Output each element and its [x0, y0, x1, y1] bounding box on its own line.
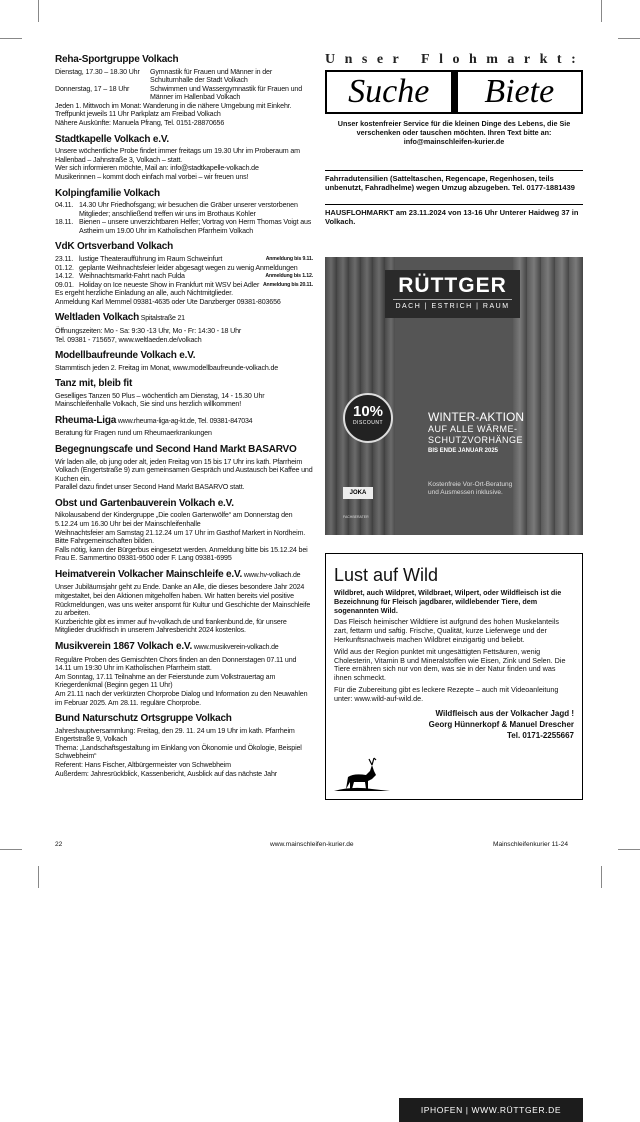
date-row: 23.11. lustige Theateraufführung im Raum Schweinfurt Anmeldung bis 9.11.	[55, 254, 313, 263]
section-text: Außerdem: Jahresrückblick, Kassenbericht, Ausblick auf das nächste Jahr	[55, 769, 277, 778]
ruttger-logo: RÜTTGER DACH | ESTRICH | RAUM	[385, 270, 520, 318]
schedule-row: Dienstag, 17.30 – 18.30 Uhr Gymnastik für Frauen und Männer in der Schulturnhalle der Stadt Volkach	[55, 67, 273, 85]
section-text: Tel. 09381 - 715657, www.weltlaeden.de/volkach	[55, 335, 202, 344]
section-text: Weihnachtsfeier am Samstag 21.12.24 um 17 Uhr im Gasthof Markert in Nordheim. Bitte Fahrgemeinschaften bilden.	[55, 528, 306, 546]
section-text: Geselliges Tanzen 50 Plus – wöchentlich am Dienstag, 14 - 15.30 Uhr	[55, 391, 265, 400]
section-title: Reha-Sportgruppe Volkach	[55, 54, 179, 65]
date-row: 18.11. Bienen – unsere unverzichtbaren Helfer; Vortrag von Herm Thomas Voigt aus Astheim um 19.00 Uhr im Katholischen Pfarrheim Volkach	[55, 218, 312, 235]
joka-logo: JOKA	[343, 487, 373, 499]
section-title: Heimatverein Volkacher Mainschleife e.V. www.hv-volkach.de	[55, 568, 301, 580]
beratung-text: Kostenfreie Vor-Ort-Beratung und Ausmessen inklusive.	[428, 481, 513, 496]
section-text: Öffnungszeiten: Mo - Sa: 9:30 -13 Uhr, Mo - Fr: 14:30 - 18 Uhr	[55, 326, 242, 335]
section-text: Am 21.11 nach der verkürzten Chorprobe Dialog und Information zu den Neuwahlen im Februar 2025. Am 28.11. reguläre Chorprobe.	[55, 689, 308, 707]
section-text: Referent: Hans Fischer, Altbürgermeister von Schwebheim	[55, 760, 231, 769]
suche-biete-banner	[325, 70, 583, 114]
section-text: Falls nötig, kann der Bürgerbus eingesetzt werden. Anmeldung bitte bis 15.12.24 bei Frau E. Sammertino 09381-9500 oder F. Lang 09381-6995	[55, 545, 308, 563]
section-title: Bund Naturschutz Ortsgruppe Volkach	[55, 713, 232, 725]
section-text: Wer sich informieren möchte, Mail an: info@stadtkapelle-volkach.de	[55, 164, 259, 173]
ruttger-url: IPHOFEN | WWW.RÜTTGER.DE	[399, 1098, 583, 1122]
section-text: Musikerinnen – kommt doch einfach mal vorbei – wir freuen uns!	[55, 172, 249, 181]
section-text: Anmeldung Karl Memmel 09381-4635 oder Ute Danzberger 09381-803656	[55, 297, 281, 306]
classified-ad: Fahrradutensilien (Satteltaschen, Regencape, Regenhosen, teils unbenutzt, Fahradhelme) wegen Umzug abzugeben. Tel. 0177-1881439	[325, 174, 575, 192]
section-text: Nähere Auskünfte: Manuela Pfrang, Tel. 0151-28870656	[55, 119, 225, 128]
section-title: Kolpingfamilie Volkach	[55, 187, 160, 199]
schedule-row: Donnerstag, 17 – 18 Uhr Schwimmen und Wassergymnastik für Frauen und Männer im Hallenbad Volkach	[55, 84, 303, 102]
footer-url: www.mainschleifen-kurier.de	[270, 841, 354, 848]
section-title: Stadtkapelle Volkach e.V.	[55, 133, 169, 145]
page-number: 22	[55, 841, 63, 848]
section-title: Obst und Gartenbauverein Volkach e.V.	[55, 497, 234, 509]
section-text: Nikolausabend der Kindergruppe „Die coolen Gartenwölfe“ am Donnerstag den 5.12.24 um 16.30 Uhr bei der Mainschleifenhalle	[55, 511, 293, 528]
classified-ad: HAUSFLOHMARKT am 23.11.2024 von 13-16 Uhr Unterer Haidweg 37 in Volkach.	[325, 208, 579, 226]
flohmarkt-header	[325, 50, 586, 146]
ruttger-advert: RÜTTGER DACH | ESTRICH | RAUM 10% DISCOUNT WINTER-AKTION AUF ALLE WÄRME- SCHUTZVORHÄNGE BIS ENDE JANUAR 2025 Kostenfreie Vor-Ort-Beratung und Ausmessen inklusive. JOKA FACHBERATER IPHOFEN | WWW.RÜTTGER.DE	[325, 257, 583, 535]
section-text: Jahreshauptversammlung: Freitag, den 29. 11. 24 um 19 Uhr im kath. Pfarrheim Engertstraße 9, Volkach	[55, 726, 295, 744]
date-row: 01.12. geplante Weihnachtsfeier leider abgesagt wegen zu wenig Anmeldungen	[55, 263, 298, 272]
section-title: Begegnungscafe und Second Hand Markt BASARVO	[55, 444, 297, 456]
date-row: 09.01. Holiday on Ice neueste Show in Frankfurt mit WSV bei Adler Anmeldung bis 20.11.	[55, 280, 313, 289]
section-text: Unsere wöchentliche Probe findet immer freitags um 19.30 Uhr im Proberaum am Hallenbad – Jahnstraße 3, Volkach – statt.	[55, 147, 300, 164]
section-text: Thema: „Landschaftsgestaltung im Einklang von Ökonomie und Ökologie, Beispiel Schwebheim“	[55, 743, 302, 761]
section-title: Rheuma-Liga www.rheuma-liga-ag-kt.de, Tel. 09381-847034	[55, 414, 253, 426]
wild-advert: Lust auf Wild Wildbret, auch Wildpret, Wildbraet, Wilpert, oder Wildfleisch ist die Bezeichnung für Fleisch jagdbarer, wildlebender Tiere, dem sogenannten Wild. Das Fleisch heimischer Wildtiere ist aufgrund des hohen Muskelanteils zart, fettarm und saftig. Frische, Qualität, kurze Lieferwege und der Herkunftsnachweis machen Wildbret einzigartig und beliebt. Wild aus der Region punktet mit ungesättigten Fettsäuren, wenig Cholesterin, Vitamin B und Mineralstoffen wie Eisen, Zink und Selen. Die Tiere ernähren sich nur von dem, was sie in der Natur finden und was ihnen schmeckt. Für die Zubereitung gibt es leckere Rezepte – auch mit Videoanleitung unter: www.wild-auf-wild.de. Wildfleisch aus der Volkacher Jagd ! Georg Hünnerkopf & Manuel Drescher Tel. 0171-2255667	[325, 553, 583, 800]
date-row: 04.11. 14.30 Uhr Friedhofsgang; wir besuchen die Gräber unserer verstorbenen Mitglieder; anschließend treffen wir uns im Brothaus Kohler	[55, 201, 298, 218]
section-text: Beratung für Fragen rund um Rheumaerkrankungen	[55, 429, 212, 438]
section-text: Stammtisch jeden 2. Freitag im Monat, www.modellbaufreunde-volkach.de	[55, 363, 279, 372]
section-title: Weltladen Volkach Spitalstraße 21	[55, 312, 185, 324]
section-title: Tanz mit, bleib fit	[55, 378, 133, 390]
flohmarkt-tagline: Unser kostenfreier Service für die kleinen Dinge des Lebens, die Sie verschenken oder tauschen möchten. Ihren Text bitte an: info@mainschleifen-kurier.de	[337, 119, 571, 146]
section-text: Am Sonntag, 17.11 Teilnahme an der Feierstunde zum Volkstrauertag am Kriegerdenkmal (Beginn gegen 11 Uhr)	[55, 672, 276, 690]
date-row: 14.12. Weihnachtsmarkt-Fahrt nach Fulda Anmeldung bis 1.12.	[55, 272, 313, 281]
suche-word: Suche	[327, 72, 451, 112]
left-column	[55, 54, 313, 778]
section-text: Wir laden alle, ob jung oder alt, jeden Freitag von 15 bis 17 Uhr ins kath. Pfarrheim Volkach (Engertstraße 9) zum gemeinsamen Gespräch und Austausch bei Kaffee und Kuchen ein.	[55, 457, 313, 483]
section-text: Mainschleifenhalle Volkach, Sie sind uns herzlich willkommen!	[55, 400, 242, 409]
wild-signature: Wildfleisch aus der Volkacher Jagd ! Georg Hünnerkopf & Manuel Drescher Tel. 0171-2255667	[428, 708, 574, 740]
winter-aktion: WINTER-AKTION AUF ALLE WÄRME- SCHUTZVORHÄNGE BIS ENDE JANUAR 2025	[428, 410, 524, 454]
deer-icon	[332, 753, 392, 793]
biete-word: Biete	[458, 72, 582, 112]
section-title: Musikverein 1867 Volkach e.V. www.musikverein-volkach.de	[55, 641, 279, 653]
section-text: Reguläre Proben des Gemischten Chors finden an den Donnerstagen 07.11 und 14.11 um 19:30 Uhr im Katholischen Pfarrheim statt.	[55, 655, 297, 673]
section-text: Kurzberichte gibt es immer auf hv-volkach.de und frankenbund.de, für unsere Mitglieder druckfrisch in unserem Jahresbericht 2024 kostenlos.	[55, 617, 287, 635]
section-text: Es ergeht herzliche Einladung an alle, auch Nichtmitglieder.	[55, 289, 233, 298]
flohmarkt-title: Unser Flohmarkt:	[325, 52, 586, 67]
section-text: Parallel dazu findet unser Second Hand Markt BASARVO statt.	[55, 483, 245, 492]
section-text: Jeden 1. Mittwoch im Monat: Wanderung in die nähere Umgebung mit Einkehr. Treffpunkt jeweils 11 Uhr Parkplatz am Freibad Volkach	[55, 101, 292, 119]
section-title: VdK Ortsverband Volkach	[55, 241, 174, 253]
section-title: Modellbaufreunde Volkach e.V.	[55, 350, 196, 362]
footer-issue: Mainschleifenkurier 11-24	[493, 841, 569, 848]
discount-badge: 10% DISCOUNT	[343, 393, 393, 443]
section-text: Unser Jubiläumsjahr geht zu Ende. Danke an Alle, die dieses besondere Jahr 2024 mitgestaltet, bei den Aktionen mitgeholfen haben. Wir hatten bereits viel positive Rückmeldungen, was uns weiter anspornt für Kultur und Geschichte der Mainschleife zu arbeiten.	[55, 583, 311, 618]
wild-title: Lust auf Wild	[334, 565, 439, 585]
